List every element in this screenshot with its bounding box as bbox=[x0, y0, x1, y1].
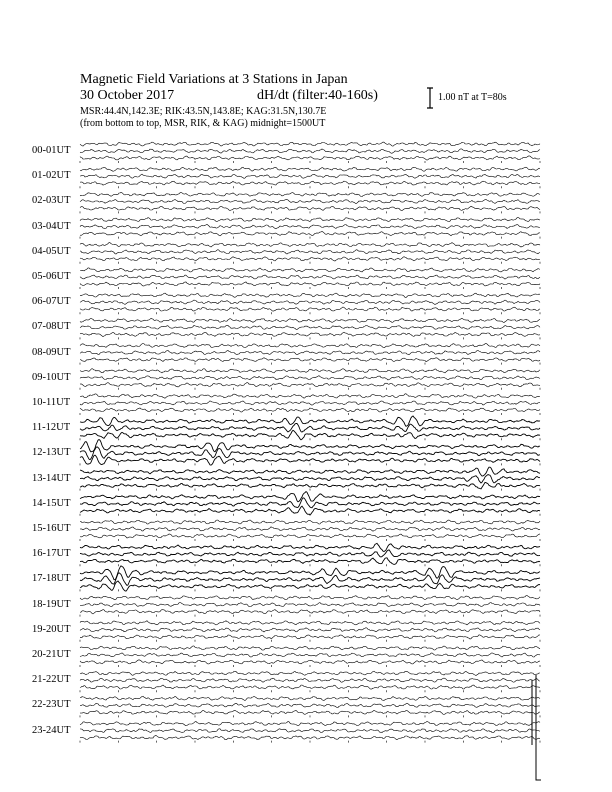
hour-row bbox=[80, 369, 540, 390]
trace-kag bbox=[80, 358, 540, 362]
row-label: 19-20UT bbox=[32, 623, 71, 635]
trace-rik bbox=[80, 628, 540, 632]
trace-kag bbox=[80, 685, 540, 689]
row-label: 15-16UT bbox=[32, 523, 71, 534]
hour-row bbox=[80, 243, 540, 264]
trace-rik bbox=[80, 174, 540, 178]
trace-msr bbox=[80, 722, 540, 726]
trace-rik bbox=[80, 224, 540, 228]
trace-rik bbox=[80, 653, 540, 657]
chart-quantity: dH/dt (filter:40-160s) bbox=[257, 88, 378, 103]
hour-row bbox=[80, 595, 540, 616]
hour-row bbox=[80, 543, 540, 566]
trace-kag bbox=[80, 257, 540, 261]
trace-rik bbox=[80, 300, 540, 305]
trace-msr bbox=[80, 218, 540, 222]
trace-msr bbox=[80, 167, 540, 171]
trace-msr bbox=[80, 394, 540, 399]
trace-rik bbox=[80, 250, 540, 254]
hour-row bbox=[80, 394, 540, 415]
trace-msr bbox=[80, 621, 540, 625]
hour-row bbox=[80, 696, 540, 717]
row-label: 07-08UT bbox=[32, 321, 71, 333]
trace-msr bbox=[80, 193, 540, 197]
row-label: 00-01UT bbox=[32, 145, 71, 156]
hour-row bbox=[80, 167, 540, 188]
trace-kag bbox=[80, 635, 540, 639]
trace-kag bbox=[80, 610, 540, 614]
trace-kag bbox=[80, 482, 540, 489]
row-label: 21-22UT bbox=[32, 674, 71, 686]
trace-msr bbox=[80, 293, 540, 297]
trace-kag bbox=[80, 307, 540, 311]
trace-msr bbox=[80, 142, 540, 146]
hour-row bbox=[80, 440, 540, 466]
trace-msr bbox=[80, 595, 540, 599]
trace-msr bbox=[80, 416, 540, 426]
row-label: 06-07UT bbox=[32, 296, 71, 308]
row-label: 05-06UT bbox=[32, 271, 71, 282]
row-label: 09-10UT bbox=[32, 371, 71, 383]
row-label: 22-23UT bbox=[32, 699, 71, 711]
row-label: 12-13UT bbox=[32, 447, 71, 459]
trace-kag bbox=[80, 181, 540, 185]
trace-rik bbox=[80, 678, 540, 682]
trace-msr bbox=[80, 520, 540, 524]
scale-bar-icon bbox=[427, 88, 433, 108]
trace-kag bbox=[80, 231, 540, 235]
hour-row bbox=[80, 566, 540, 592]
trace-rik bbox=[80, 527, 540, 532]
row-label: 20-21UT bbox=[32, 649, 71, 660]
trace-msr bbox=[80, 318, 540, 322]
hour-row bbox=[80, 492, 540, 516]
trace-msr bbox=[80, 243, 540, 248]
row-label: 02-03UT bbox=[32, 195, 71, 207]
hour-row bbox=[80, 193, 540, 214]
trace-rik bbox=[80, 199, 540, 203]
trace-rik bbox=[80, 475, 540, 484]
trace-rik bbox=[80, 447, 540, 460]
row-label: 13-14UT bbox=[32, 472, 71, 484]
trace-kag bbox=[80, 408, 540, 412]
hour-row bbox=[80, 293, 540, 314]
trace-msr bbox=[80, 646, 540, 650]
station-order-note: (from bottom to top, MSR, RIK, & KAG) midnight=1500UT bbox=[80, 118, 326, 129]
hour-row bbox=[80, 268, 540, 289]
trace-rik bbox=[80, 376, 540, 380]
trace-rik bbox=[80, 149, 540, 154]
trace-rik bbox=[80, 325, 540, 329]
chart-date: 30 October 2017 bbox=[80, 88, 175, 103]
row-label: 16-17UT bbox=[32, 548, 71, 560]
trace-msr bbox=[80, 440, 540, 452]
trace-kag bbox=[80, 660, 540, 664]
chart-title: Magnetic Field Variations at 3 Stations in Japan bbox=[80, 72, 348, 87]
row-label: 23-24UT bbox=[32, 724, 71, 736]
hour-row bbox=[80, 646, 540, 667]
trace-msr bbox=[80, 343, 540, 347]
trace-kag bbox=[80, 156, 540, 160]
row-label: 08-09UT bbox=[32, 346, 71, 358]
hour-row bbox=[80, 671, 540, 692]
trace-rik bbox=[80, 401, 540, 405]
trace-kag bbox=[80, 206, 540, 210]
scale-label: 1.00 nT at T=80s bbox=[438, 92, 507, 103]
trace-rik bbox=[80, 350, 540, 354]
row-label: 01-02UT bbox=[32, 170, 71, 182]
trace-kag bbox=[80, 558, 540, 565]
row-label: 03-04UT bbox=[32, 220, 71, 232]
hour-row bbox=[80, 520, 540, 541]
trace-kag bbox=[80, 534, 540, 538]
hour-row bbox=[80, 621, 540, 642]
hour-row bbox=[80, 142, 540, 163]
trace-msr bbox=[80, 492, 540, 502]
trace-rik bbox=[80, 550, 540, 557]
row-label: 10-11UT bbox=[32, 397, 71, 408]
trace-rik bbox=[80, 729, 540, 733]
trace-kag bbox=[80, 282, 540, 286]
trace-rik bbox=[80, 703, 540, 707]
hour-row bbox=[80, 343, 540, 364]
row-label: 11-12UT bbox=[32, 422, 71, 434]
trace-kag bbox=[80, 710, 540, 714]
row-label: 18-19UT bbox=[32, 598, 71, 610]
hour-row bbox=[80, 722, 540, 743]
hour-row bbox=[80, 318, 540, 339]
row-label: 14-15UT bbox=[32, 497, 71, 509]
trace-kag bbox=[80, 332, 540, 336]
hour-row bbox=[80, 416, 540, 440]
trace-rik bbox=[80, 275, 540, 279]
hour-row bbox=[80, 467, 540, 490]
trace-msr bbox=[80, 268, 540, 272]
trace-msr bbox=[80, 566, 540, 580]
station-coordinates: MSR:44.4N,142.3E; RIK:43.5N,143.8E; KAG:31.5N,130.7E bbox=[80, 106, 327, 117]
trace-rik bbox=[80, 573, 540, 586]
trace-msr bbox=[80, 467, 540, 476]
hour-row bbox=[80, 218, 540, 239]
trace-msr bbox=[80, 671, 540, 675]
trace-msr bbox=[80, 543, 540, 551]
trace-msr bbox=[80, 369, 540, 373]
trace-kag bbox=[80, 735, 540, 739]
trace-rik bbox=[80, 424, 540, 433]
trace-rik bbox=[80, 602, 540, 606]
calibration-pulse bbox=[532, 675, 541, 780]
trace-kag bbox=[80, 383, 540, 388]
trace-msr bbox=[80, 696, 540, 700]
row-label: 04-05UT bbox=[32, 245, 71, 257]
row-label: 17-18UT bbox=[32, 573, 71, 585]
